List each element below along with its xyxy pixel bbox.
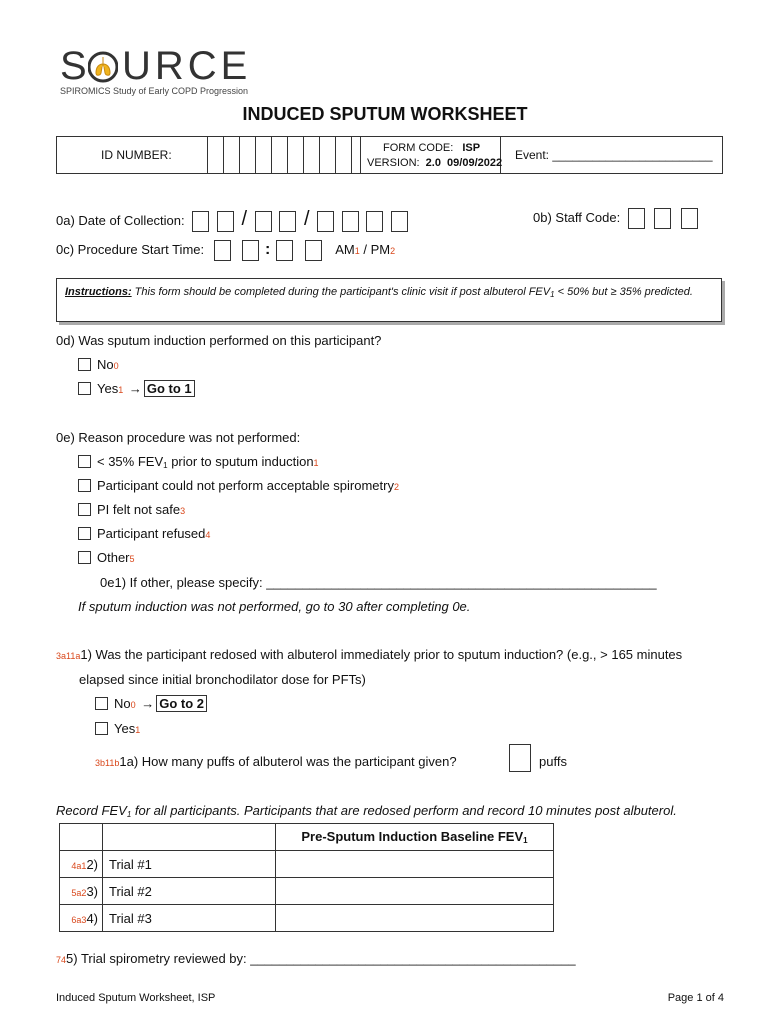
lungs-icon bbox=[88, 50, 118, 84]
date-of-collection-label: 0a) Date of Collection: bbox=[56, 213, 185, 228]
id-number-box bbox=[56, 136, 361, 174]
form-code-box bbox=[361, 136, 501, 174]
date-month-1[interactable] bbox=[192, 211, 209, 232]
date-year-1[interactable] bbox=[317, 211, 334, 232]
option-code: 4 bbox=[205, 530, 211, 540]
am-code: 1 bbox=[354, 245, 360, 256]
goto-label: Go to 2 bbox=[156, 695, 207, 712]
option-label: Yes bbox=[114, 721, 136, 736]
checkbox[interactable] bbox=[78, 382, 91, 395]
date-year-3[interactable] bbox=[366, 211, 383, 232]
q1-question bbox=[56, 647, 682, 662]
row-label: Trial #2 bbox=[103, 878, 276, 905]
q5-reviewed-by[interactable] bbox=[56, 951, 576, 966]
procedure-start-time-row: 0c) Procedure Start Time: : AM1 / PM2 bbox=[56, 240, 395, 261]
field-prefix: 3b11b bbox=[95, 758, 120, 768]
procedure-start-time-label: 0c) Procedure Start Time: bbox=[56, 241, 205, 257]
option-label: No bbox=[97, 357, 114, 372]
id-number-label: ID NUMBER: bbox=[101, 148, 172, 162]
goto-label: Go to 1 bbox=[144, 380, 195, 397]
q0e-option-2[interactable] bbox=[78, 478, 399, 493]
checkbox[interactable] bbox=[95, 697, 108, 710]
date-month-2[interactable] bbox=[217, 211, 234, 232]
q1-question-line2: elapsed since initial bronchodilator dose for PFTs) bbox=[79, 672, 366, 687]
checkbox[interactable] bbox=[95, 722, 108, 735]
checkbox[interactable] bbox=[78, 503, 91, 516]
page-title: INDUCED SPUTUM WORKSHEET bbox=[242, 104, 528, 124]
date-slash: / bbox=[303, 208, 310, 230]
id-number-digits[interactable] bbox=[207, 137, 367, 173]
table-row bbox=[60, 851, 554, 878]
date-day-1[interactable] bbox=[255, 211, 272, 232]
q1-text: 1) Was the participant redosed with albuterol immediately prior to sputum induction? (e.g., > 165 minutes bbox=[80, 647, 683, 662]
instructions-text2: < 50% but ≥ 35% predicted. bbox=[554, 286, 693, 298]
row-number: 2) bbox=[86, 856, 98, 872]
row-number: 3) bbox=[86, 883, 98, 899]
table-row bbox=[60, 878, 554, 905]
staff-code-row bbox=[533, 208, 698, 229]
arrow-right-icon: → bbox=[141, 696, 155, 711]
logo-letters: URCE bbox=[122, 44, 252, 88]
q0d-question: 0d) Was sputum induction performed on this participant? bbox=[56, 333, 382, 348]
instructions-text: This form should be completed during the participant's clinic visit if post albuterol FEV bbox=[131, 286, 551, 298]
option-label: Other bbox=[97, 550, 130, 565]
option-label: Participant could not perform acceptable spirometry bbox=[97, 478, 394, 493]
option-code: 3 bbox=[180, 506, 186, 516]
field-prefix: 5a2 bbox=[71, 887, 87, 898]
option-code: 0 bbox=[113, 361, 119, 371]
table-header-sub: 1 bbox=[523, 836, 528, 845]
trial-value-input[interactable] bbox=[276, 851, 554, 878]
instructions-sub: 1 bbox=[550, 290, 555, 299]
footer-left: Induced Sputum Worksheet, ISP bbox=[56, 992, 216, 1004]
record-note-b: for all participants. Participants that are redosed perform and record 10 minutes post albuterol. bbox=[131, 803, 677, 818]
logo bbox=[60, 44, 250, 100]
date-day-2[interactable] bbox=[279, 211, 296, 232]
q0e-question: 0e) Reason procedure was not performed: bbox=[56, 430, 301, 445]
q1-yes-option[interactable] bbox=[95, 721, 140, 736]
pm-label: PM bbox=[370, 241, 391, 257]
version: 2.0 09/09/2022 bbox=[425, 157, 503, 169]
time-minute-2[interactable] bbox=[305, 240, 322, 261]
logo-letter-s: S bbox=[60, 44, 89, 88]
option-code: 1 bbox=[118, 385, 124, 395]
footer-page-number: Page 1 of 4 bbox=[667, 992, 724, 1004]
q0e-note: If sputum induction was not performed, go to 30 after completing 0e. bbox=[78, 599, 471, 614]
pm-option[interactable] bbox=[371, 242, 396, 257]
option-label: No bbox=[114, 696, 131, 711]
instructions-box bbox=[56, 278, 722, 322]
puffs-label: puffs bbox=[539, 754, 567, 769]
q1-no-option[interactable] bbox=[95, 696, 207, 711]
table-header-cell bbox=[276, 824, 554, 851]
table-row bbox=[60, 905, 554, 932]
record-note bbox=[56, 803, 677, 819]
option-code: 0 bbox=[130, 700, 136, 710]
staff-code-1[interactable] bbox=[628, 208, 645, 229]
event-box[interactable] bbox=[501, 136, 723, 174]
q0d-no-option[interactable] bbox=[78, 357, 119, 372]
record-note-sub: 1 bbox=[126, 810, 132, 819]
checkbox[interactable] bbox=[78, 527, 91, 540]
time-minute-1[interactable] bbox=[276, 240, 293, 261]
am-label: AM bbox=[335, 241, 355, 257]
row-label: Trial #1 bbox=[103, 851, 276, 878]
staff-code-label: 0b) Staff Code: bbox=[533, 209, 621, 225]
field-prefix: 4a1 bbox=[71, 860, 87, 871]
staff-code-2[interactable] bbox=[654, 208, 671, 229]
q0e-option-1[interactable] bbox=[78, 454, 319, 470]
staff-code-3[interactable] bbox=[681, 208, 698, 229]
form-code: ISP bbox=[462, 142, 481, 154]
option-code: 1 bbox=[135, 725, 141, 735]
time-hour-2[interactable] bbox=[242, 240, 259, 261]
field-prefix: 6a3 bbox=[71, 914, 87, 925]
option-code: 5 bbox=[129, 554, 135, 564]
q0e-option-4[interactable] bbox=[78, 526, 210, 541]
logo-subtitle: SPIROMICS Study of Early COPD Progression bbox=[60, 86, 249, 96]
table-header-label: Pre-Sputum Induction Baseline FEV bbox=[301, 829, 524, 844]
time-hour-1[interactable] bbox=[214, 240, 231, 261]
date-of-collection-row bbox=[56, 208, 408, 232]
option-label: < 35% FEV bbox=[97, 454, 164, 469]
option-code: 2 bbox=[393, 482, 399, 492]
option-label: prior to sputum induction bbox=[167, 454, 314, 469]
option-sub: 1 bbox=[163, 461, 168, 470]
q0e-option-5[interactable] bbox=[78, 550, 135, 565]
option-code: 1 bbox=[313, 458, 319, 468]
field-prefix: 74 bbox=[56, 955, 67, 965]
table-header-row bbox=[60, 824, 554, 851]
trial-value-input[interactable] bbox=[276, 878, 554, 905]
option-label: PI felt not safe bbox=[97, 502, 181, 517]
q0e-option-3[interactable] bbox=[78, 502, 185, 517]
q1a-question bbox=[95, 754, 457, 769]
row-label: Trial #3 bbox=[103, 905, 276, 932]
arrow-right-icon: → bbox=[128, 381, 142, 396]
checkbox[interactable] bbox=[78, 551, 91, 564]
date-year-2[interactable] bbox=[342, 211, 359, 232]
am-option[interactable] bbox=[335, 242, 363, 257]
checkbox[interactable] bbox=[78, 455, 91, 468]
pm-code: 2 bbox=[390, 245, 396, 256]
q5-text: 5) Trial spirometry reviewed by: _____________________________________________ bbox=[66, 951, 576, 966]
date-year-4[interactable] bbox=[391, 211, 408, 232]
q0d-yes-option[interactable] bbox=[78, 381, 195, 396]
checkbox[interactable] bbox=[78, 358, 91, 371]
option-label: Participant refused bbox=[97, 526, 206, 541]
form-code-label: FORM CODE: bbox=[383, 142, 454, 154]
time-colon: : bbox=[265, 240, 271, 258]
row-number: 4) bbox=[86, 910, 98, 926]
record-note-a: Record FEV bbox=[56, 803, 127, 818]
version-label: VERSION: bbox=[367, 157, 420, 169]
field-prefix: 3a11a bbox=[56, 651, 81, 661]
puffs-input[interactable] bbox=[509, 744, 531, 772]
date-slash: / bbox=[241, 208, 248, 230]
q0e1-specify[interactable]: 0e1) If other, please specify: ______________________________________________________ bbox=[100, 575, 657, 590]
q1a-text: 1a) How many puffs of albuterol was the participant given? bbox=[119, 754, 457, 769]
option-label: Yes bbox=[97, 381, 119, 396]
instructions-label: Instructions: bbox=[65, 286, 132, 298]
fev1-trials-table bbox=[59, 823, 554, 932]
checkbox[interactable] bbox=[78, 479, 91, 492]
trial-value-input[interactable] bbox=[276, 905, 554, 932]
event-label: Event: ________________________ bbox=[515, 148, 713, 162]
